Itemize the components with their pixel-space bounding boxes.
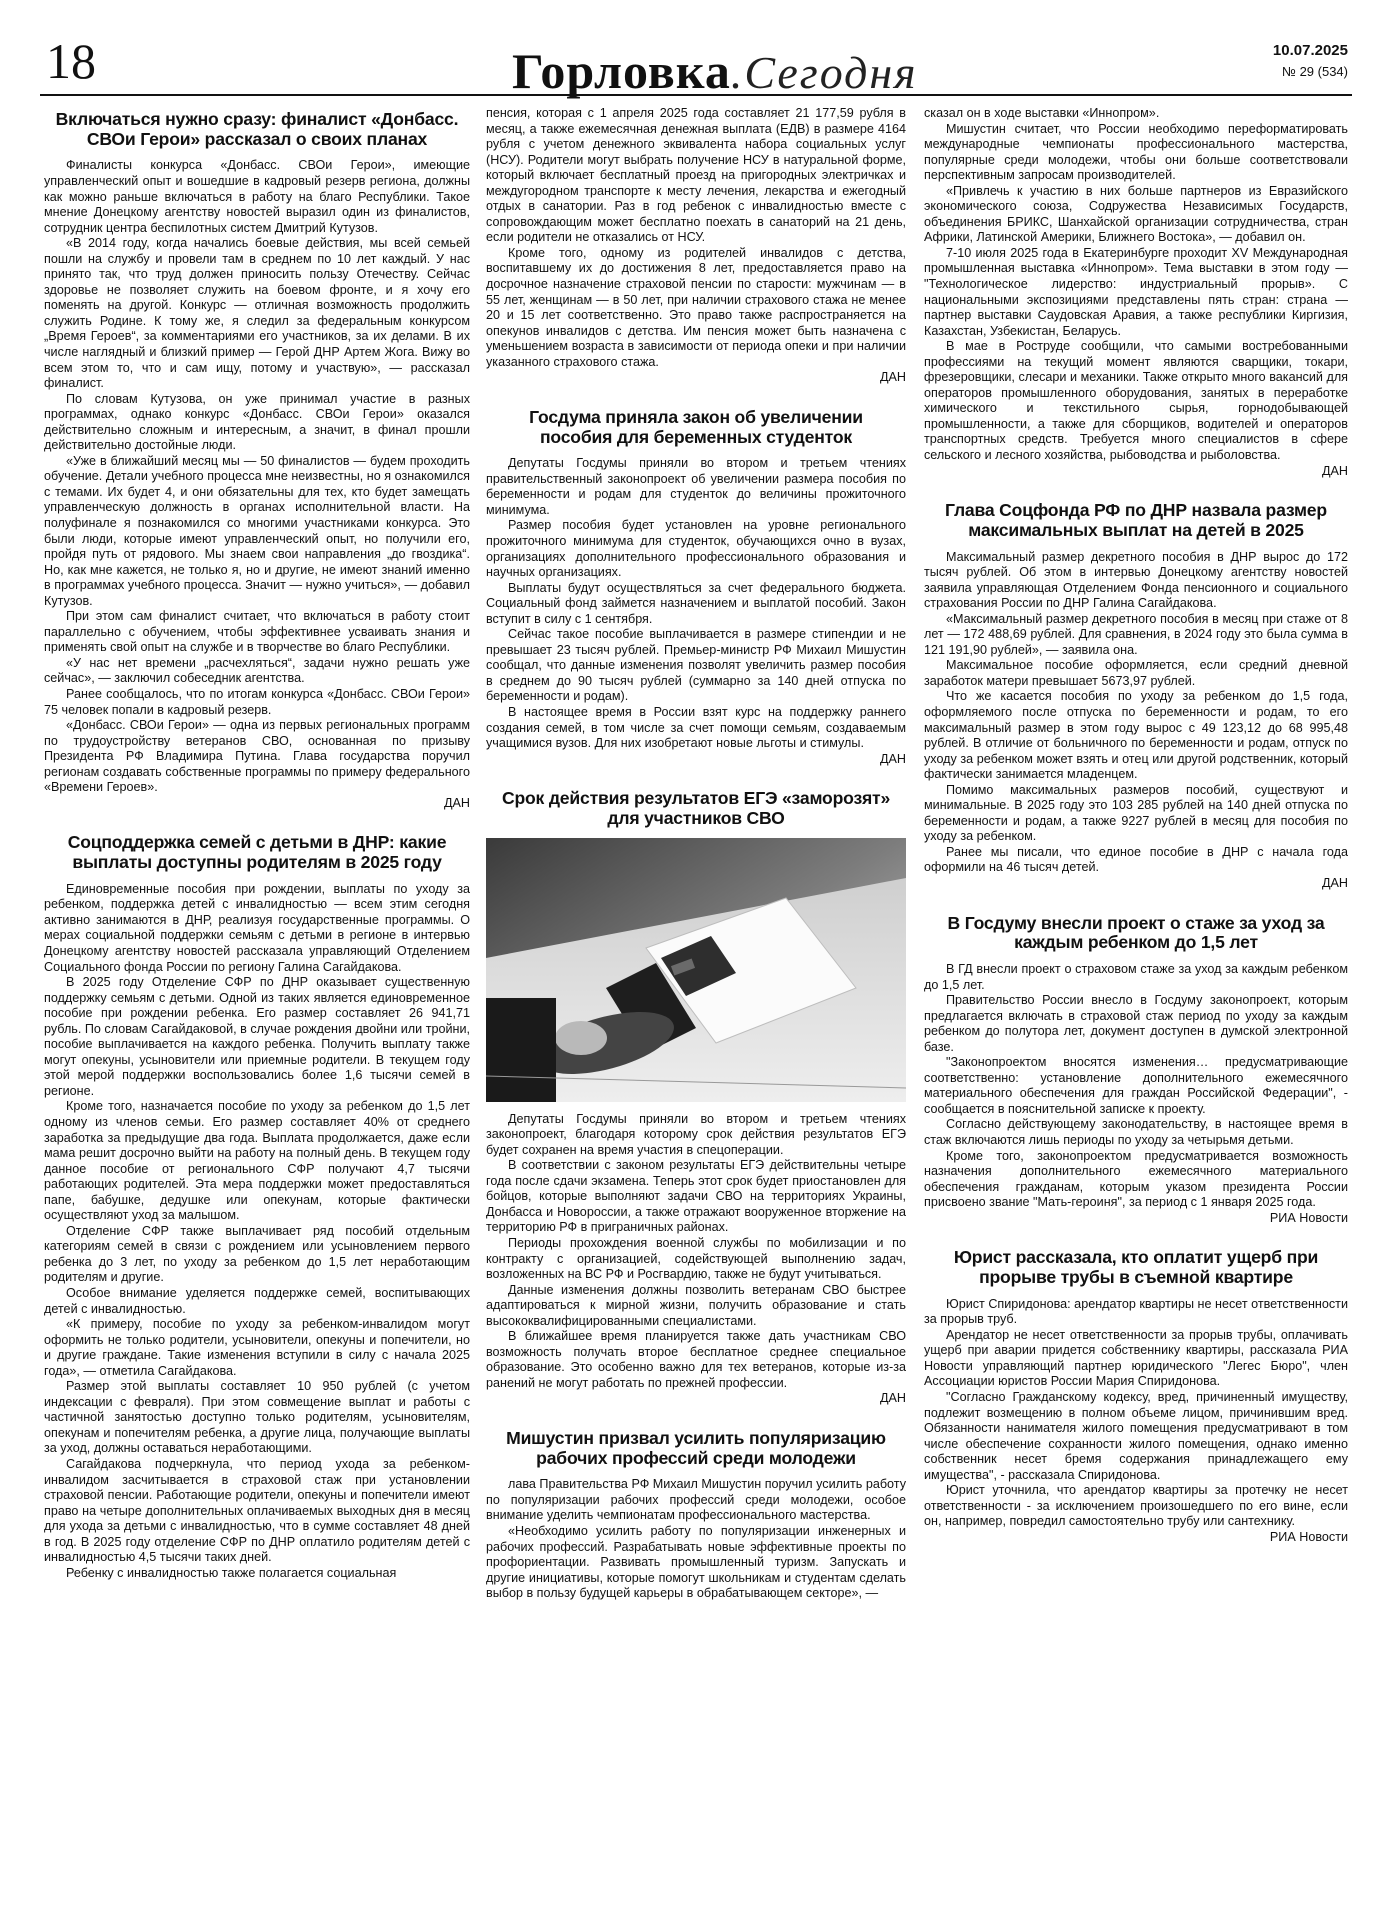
article-source: ДАН <box>1321 876 1348 891</box>
headline-max-payments: Глава Соцфонда РФ по ДНР назвала размер максимальных выплат на детей в 2025 <box>945 500 1327 540</box>
paragraph: «Уже в ближайший месяц мы — 50 финалистов — будем проходить обучение. Детали учебного процесса мне неизвестны, но я ознакомился с темами. Их будет 4, и они обязательны для тех, кто будет замещать управленческую должность в органах исполнительной власти. На полуфинале я познакомился со многими участниками конкурса. Это были люди, которые имеют управленческий опыт, но получили его, пройдя путь от рядового. Мы знаем свои направления „до гвоздика“. Но, как мне кажется, не только я, но и другие, не имеют знаний именно в программах учебного процесса. Значит — нужно учиться», — добавил Кутузов. <box>44 453 470 608</box>
masthead-main: Горловка <box>512 43 731 99</box>
headline-ege-freeze: Срок действия результатов ЕГЭ «заморозят» для участников СВО <box>501 788 891 828</box>
article-source: ДАН <box>879 370 906 385</box>
paragraph: Юрист уточнила, что арендатор квартиры за протечку не несет ответственности - за исключением произошедшего по его вине, если он, например, повредил самостоятельно трубу или сантехнику. <box>924 1483 1348 1529</box>
paragraph: Данные изменения должны позволить ветеранам СВО быстрее адаптироваться к мирной жизни, получить образование и стать высококвалифицированными специалистами. <box>486 1282 906 1328</box>
article-mishustin-body <box>486 1477 906 1601</box>
paragraph: «Привлечь к участию в них больше партнеров из Евразийского экономического союза, Содружества Независимых Государств, объединения БРИКС, Шанхайской организации сотрудничества, стран Африки, Латинской Америки, Ближнего Востока», — добавил он. <box>924 183 1348 245</box>
article-source: ДАН <box>443 795 470 810</box>
paragraph: Юрист Спиридонова: арендатор квартиры не несет ответственности за прорыв труб. <box>924 1296 1348 1327</box>
paragraph: Правительство России внесло в Госдуму законопроект, которым предлагается включать в страховой стаж период по уходу за каждым ребенком до полутора лет, документ доступен в думской электронной базе. <box>924 993 1348 1054</box>
paragraph: Сейчас такое пособие выплачивается в размере стипендии и не превышает 23 тысяч рублей. Премьер-министр РФ Михаил Мишустин сообщал, что данные изменения позволят увеличить размер пособия в среднем до 90 тысяч рублей (суммарно за 140 дней отпуска по беременности и родам). <box>486 627 906 704</box>
paragraph: Депутаты Госдумы приняли во втором и третьем чтениях правительственный законопроект об увеличении размера пособия по беременности и родам для студенток до величины прожиточного минимума. <box>486 456 906 517</box>
article-source: ДАН <box>879 751 906 766</box>
paragraph: «К примеру, пособие по уходу за ребенком-инвалидом могут оформить не только родители, усыновители, опекуны и попечители, но и другие граждане. Такие изменения вступили в силу с начала 2025 года», — отметила Сагайдакова. <box>44 1317 470 1378</box>
paragraph: Особое внимание уделяется поддержке семей, воспитывающих детей с инвалидностью. <box>44 1286 470 1316</box>
paragraph: В ближайшее время планируется также дать участникам СВО возможность получать второе бесплатное среднее специальное образование. Это особенно важно для тех ветеранов, которые из-за ранений не могут работать по прежней профессии. <box>486 1329 906 1390</box>
paragraph: В 2025 году Отделение СФР по ДНР оказывает существенную поддержку семьям с детьми. Одной из таких является единовременное пособие при рождении ребенка. Его размер составляет 26 941,71 рубль. По словам Сагайдаковой, в случае рождения двойни или тройни, пособие выплачивается на каждого ребенка. Получить выплату также могут опекуны, усыновители или приемные родители. В текущем году этой мерой поддержки воспользовались более 1,6 тысячи семей в регионе. <box>44 975 470 1098</box>
paragraph: В соответствии с законом результаты ЕГЭ действительны четыре года после сдачи экзамена. Теперь этот срок будет приостановлен для бойцов, которые выполняют задачи СВО на территориях Украины, Донбасса и Новороссии, а также отражают вооруженное вторжение на территорию РФ в приграничных районах. <box>486 1158 906 1235</box>
paragraph: Ранее мы писали, что единое пособие в ДНР с начала года оформили на 46 тысяч детей. <box>924 844 1348 875</box>
paragraph: сказал он в ходе выставки «Иннопром». <box>924 106 1160 120</box>
column-middle <box>486 106 906 1602</box>
column-left <box>44 106 470 1581</box>
paragraph: Депутаты Госдумы приняли во втором и третьем чтениях законопроект, благодаря которому срок действия результатов ЕГЭ будет сохранен на время участия в спецоперации. <box>486 1111 906 1157</box>
article-source: РИА Новости <box>1269 1529 1348 1544</box>
paragraph: «У нас нет времени „расчехляться“, задачи нужно решать уже сейчас», — заключил собеседник агентства. <box>44 655 470 686</box>
paragraph: Помимо максимальных размеров пособий, существуют и минимальные. В 2025 году это 103 285 рублей на 140 дней отпуска по беременности и родам, а также 9227 рублей в месяц для пособия по уходу за ребенком. <box>924 782 1348 844</box>
paragraph: Кроме того, одному из родителей инвалидов с детства, воспитавшему их до достижения 8 лет, предоставляется право на досрочное назначение страховой пенсии по старости: мужчинам — в 55 лет, женщинам — в 50 лет, при наличии страхового стажа не менее 20 и 15 лет соответственно. Это право также распространяется на опекунов инвалидов с детства. Им пенсия может быть назначена с уменьшением возраста в зависимости от периода опеки и при наличии указанного страхового стажа. <box>486 245 906 369</box>
paragraph: «Донбасс. СВОи Герои» — одна из первых региональных программ по трудоустройству ветеранов СВО, основанная по призыву Президента РФ Владимира Путина. Глава государства поручил регионам создавать собственные программы по примеру федерального «Времени Героев». <box>44 718 470 795</box>
paragraph: По словам Кутузова, он уже принимал участие в разных программах, однако конкурс «Донбасс. СВОи Герои» оказался действительно сложным и интересным, а значит, в финал прошли действительно достойные люди. <box>44 391 470 453</box>
paragraph: "Согласно Гражданскому кодексу, вред, причиненный имуществу, подлежит возмещению в полном объеме лицом, причинившим вред. Обязанности нанимателя жилого помещения предусматривают в том числе обеспечение сохранности жилого помещения, однако именно собственник несет бремя содержания принадлежащего ему имущества", - рассказала Спиридонова. <box>924 1389 1348 1482</box>
header-rule <box>40 94 1352 96</box>
column-right <box>924 106 1348 1545</box>
article-pipe-burst-body <box>924 1297 1348 1546</box>
issue-number: № 29 (534) <box>1282 64 1348 79</box>
paragraph: Периоды прохождения военной службы по мобилизации и по контракту с организацией, содействующей выполнению задач, возложенных на ВС РФ и Росгвардию, также не будут учитываться. <box>486 1235 906 1282</box>
masthead-accent: .Сегодня <box>730 47 918 98</box>
article-student-benefit-body <box>486 456 906 767</box>
exam-desk-photo <box>486 838 906 1102</box>
paragraph: В ГД внесли проект о страховом стаже за уход за каждым ребенком до 1,5 лет. <box>924 961 1348 992</box>
paragraph: Финалисты конкурса «Донбасс. СВОи Герои», имеющие управленческий опыт и вошедшие в кадровый резерв региона, должны как можно раньше включаться в работу на благо Республики. Такое мнение Донецкому агентству новостей выразил один из финалистов, сотрудник центра беспилотных систем Дмитрий Кутузов. <box>44 158 470 235</box>
page-header <box>0 0 1392 98</box>
paragraph: Что же касается пособия по уходу за ребенком до 1,5 года, оформляемого после отпуска по беременности и родам, то его максимальный размер в этом году вырос с 49 123,12 до 68 995,48 рублей. В отличие от больничного по беременности и родам, отпуск по уходу за ребенком может взять и отец или другой родственник, который фактически занимается младенцем. <box>924 689 1348 782</box>
paragraph: лава Правительства РФ Михаил Мишустин поручил усилить работу по популяризации рабочих профессий среди молодежи, особое внимание уделить чемпионатам профессионального мастерства. <box>486 1477 906 1523</box>
headline-family-support: Соцподдержка семей с детьми в ДНР: какие выплаты доступны родителям в 2025 году <box>67 832 447 873</box>
headline-student-benefit: Госдума приняла закон об увеличении пособия для беременных студенток <box>529 406 863 447</box>
article-kutuzov-body <box>44 158 470 811</box>
paragraph: 7-10 июля 2025 года в Екатеринбурге проходит XV Международная промышленная выставка «Иннопром». Тема выставки в этом году — "Технологическое лидерство: индустриальный прорыв». С национальными экспозициями представлены пять стран: страна — партнер выставки Саудовская Аравия, а также республики Киргизия, Казахстан, Узбекистан, Беларусь. <box>924 245 1348 338</box>
paragraph: Размер пособия будет установлен на уровне регионального прожиточного минимума для студенток, обучающихся очно в вузах, организациях дополнительного профессионального образования и научных организациях. <box>486 518 906 580</box>
issue-date: 10.07.2025 <box>1272 42 1348 59</box>
paragraph: Ранее сообщалось, что по итогам конкурса «Донбасс. СВОи Герои» 75 человек попали в кадровый резерв. <box>44 687 470 717</box>
article-source: ДАН <box>879 1391 906 1406</box>
masthead <box>512 43 918 99</box>
article-ege-freeze-body <box>486 1112 906 1407</box>
paragraph: Сагайдакова подчеркнула, что период ухода за ребенком-инвалидом засчитывается в страховой стаж при установлении страховой пенсии. Работающие родители, опекуны и попечители имеют право на четыре дополнительных оплачиваемых выходных дня в месяц для ухода за детьми с инвалидностью, что в сумме составляет 48 дней в год. В 2025 году отделение СФР по ДНР оплатило родителям детей с инвалидностью 4,5 тысячи таких дней. <box>44 1457 470 1565</box>
paragraph: В настоящее время в России взят курс на поддержку раннего создания семей, в том числе за счет помощи семьям, создаваемым учащимися вузов. Для них изобретают новые льготы и стимулы. <box>486 705 906 751</box>
paragraph: "Законопроектом вносятся изменения… предусматривающие соответственно: установление дополнительного ежемесячного материального обеспечения для граждан Российской Федерации", - сообщается в пояснительной записке к проекту. <box>924 1055 1348 1116</box>
headline-childcare-stazh: В Госдуму внесли проект о стаже за уход за каждым ребенком до 1,5 лет <box>947 912 1325 953</box>
paragraph: Отделение СФР также выплачивает ряд пособий отдельным категориям семей в связи с рождением или усыновлением первого ребенка до 3 лет, по уходу за ребенком до 1,5 лет неработающим родителям и другие. <box>44 1223 470 1285</box>
headline-mishustin-professions: Мишустин призвал усилить популяризацию рабочих профессий среди молодежи <box>506 1427 886 1468</box>
paragraph: Размер этой выплаты составляет 10 950 рублей (с учетом индексации с февраля). При этом совмещение выплат и работы с частичной занятостью доступно только родителям, усыновителям, опекунам и попечителям ребенка, а другие лица, получающие выплаты за уход, должны оставаться неработающими. <box>44 1379 470 1456</box>
paragraph: Согласно действующему законодательству, в настоящее время в стаж включаются лишь периоды по уходу за четырьмя детьми. <box>924 1117 1348 1147</box>
article-mishustin-continued <box>924 106 1348 479</box>
paragraph: Выплаты будут осуществляться за счет федерального бюджета. Социальный фонд займется назначением и выплатой пособий. Закон вступит в силу с 1 сентября. <box>486 580 906 626</box>
paragraph: Максимальное пособие оформляется, если средний дневной заработок матери превышает 5673,97 рублей. <box>924 658 1348 688</box>
paragraph: Единовременные пособия при рождении, выплаты по уходу за ребенком, поддержка детей с инвалидностью — всем этим сегодня активно занимаются в ДНР, реализуя государственные программы. О мерах социальной поддержки семьям с детьми в регионе в интервью Донецкому агентству новостей рассказала управляющий Отделением Социального фонда России по региону Галина Сагайдакова. <box>44 881 470 974</box>
article-source: РИА Новости <box>1269 1210 1348 1225</box>
article-source: ДАН <box>1321 463 1348 478</box>
article-family-support-continued <box>486 106 906 386</box>
paragraph: Мишустин считает, что России необходимо переформатировать международные чемпионаты профессионального мастерства, популярные среди молодежи, чтобы они больше соответствовали перспективным запросам производителей. <box>924 121 1348 183</box>
paragraph: «Максимальный размер декретного пособия в месяц при стаже от 8 лет — 172 488,69 рублей. Для сравнения, в 2024 году это была сумма в 121 191,90 рублей», — заявила она. <box>924 611 1348 657</box>
paragraph: пенсия, которая с 1 апреля 2025 года составляет 21 177,59 рубля в месяц, а также ежемесячная денежная выплата (ЕДВ) в размере 4164 рубля с учетом денежного эквивалента набора социальных услуг (НСУ). Родители могут выбрать получение НСУ в натуральной форме, который включает бесплатный проезд на пригородных электричках и междугородном транспорте к месту лечения, лекарства и ежегодный отдых в санатории. Раз в год ребенок с инвалидностью вместе с сопровождающим может бесплатно поехать в санаторий на 21 день, если родители не отказались от НСУ. <box>486 106 906 245</box>
paragraph: В мае в Роструде сообщили, что самыми востребованными профессиями на текущий момент являются сварщики, токари, фрезеровщики, слесари и механики. Также открыто много вакансий для операторов промышленного оборудования, занятых в переработке химического и текстильного сырья, горнодобывающей промышленности, а также для сборщиков, водителей и операторов транспортных средств. Требуется много специалистов в сфере сельского и лесного хозяйства, рыбоводства и рыболовства. <box>924 339 1348 463</box>
paragraph: «В 2014 году, когда начались боевые действия, мы всей семьей пошли на службу и провели там в среднем по 10 лет каждый. У нас принято так, что труд должен приносить пользу Отечеству. Сейчас здоровье не позволяет служить на боевом фронте, и я хочу его поменять на другой. Конкурс — отличная возможность продолжить служить Родине. К тому же, я следил за федеральным конкурсом „Время Героев“, за комментариями его участников, за их делами. В их числе наглядный и близкий пример — Герой ДНР Артем Жога. Вижу во всем этом то, что и сам ищу, потому и участвую», — рассказал финалист. <box>44 236 470 391</box>
paragraph: Ребенку с инвалидностью также полагается социальная <box>66 1565 397 1580</box>
headline-pipe-burst: Юрист рассказала, кто оплатит ущерб при прорыве трубы в съемной квартире <box>953 1247 1319 1287</box>
paragraph: При этом сам финалист считает, что включаться в работу стоит параллельно с обучением, чтобы эффективнее усваивать знания и применять свой опыт на службе и в творчестве во благо Республики. <box>44 609 470 655</box>
article-family-support-body <box>44 882 470 1582</box>
paragraph: Максимальный размер декретного пособия в ДНР вырос до 172 тысяч рублей. Об этом в интервью Донецкому агентству новостей заявила управляющая Отделением Фонда пенсионного и социального страхования России по ДНР Галина Сагайдакова. <box>924 549 1348 611</box>
article-childcare-stazh-body <box>924 962 1348 1226</box>
paragraph: Кроме того, законопроектом предусматривается возможность назначения дополнительного ежемесячного материального обеспечения гражданам, которым указом президента России присвоено звание "Мать-героиня", за период с 1 января 2025 года. <box>924 1148 1348 1210</box>
headline-kutuzov: Включаться нужно сразу: финалист «Донбасс. СВОи Герои» рассказал о своих планах <box>55 109 459 149</box>
page-number: 18 <box>46 33 96 89</box>
paragraph: Кроме того, назначается пособие по уходу за ребенком до 1,5 лет одному из членов семьи. Его размер составляет 40% от среднего заработка за предыдущие два года. Выплата продолжается, даже если мама решит досрочно выйти на работу на полный день. В текущем году данное пособие от регионального СФР получают 4,7 тысячи работающих родителей. Эта мера поддержки может предоставляться папе, бабушке, дедушке или опекунам, которые фактически осуществляют уход за малышом. <box>44 1099 470 1223</box>
paragraph: «Необходимо усилить работу по популяризации инженерных и рабочих профессий. Разрабатывать новые эффективные проекты по профориентации. Развивать промышленный туризм. Запускать и другие инициативы, которые помогут школьникам и студентам сделать выбор в пользу будущей карьеры в обрабатывающем секторе», — <box>486 1524 906 1601</box>
paragraph: Арендатор не несет ответственности за прорыв трубы, оплачивать ущерб при аварии придется собственнику квартиры, рассказала РИА Новости управляющий партнер юридического "Легес Бюро", член Ассоциации юристов России Мария Спиридонова. <box>924 1327 1348 1389</box>
article-max-payments-body <box>924 550 1348 892</box>
